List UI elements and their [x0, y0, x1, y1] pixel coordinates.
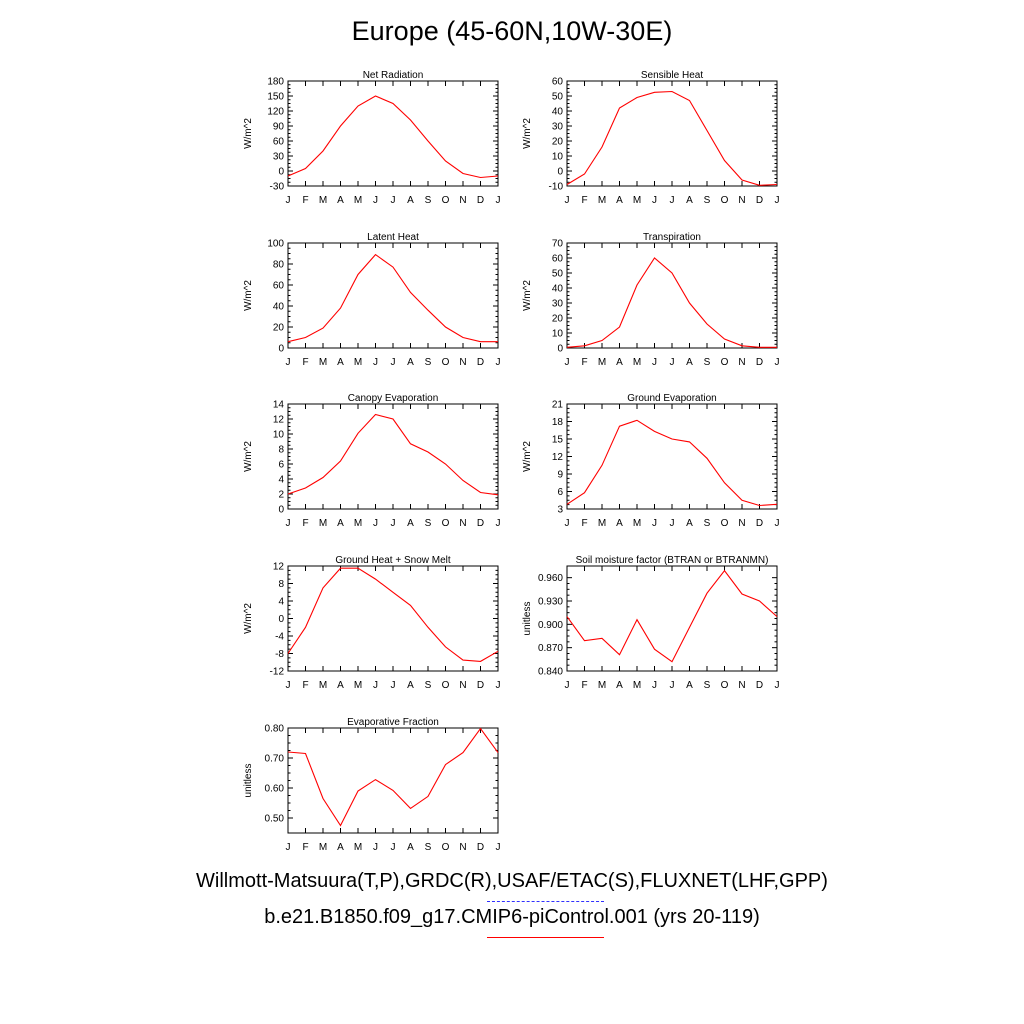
x-tick-label: A	[686, 195, 693, 206]
x-tick-label: M	[318, 842, 328, 853]
x-tick-label: J	[373, 195, 378, 206]
y-tick-label: 8	[278, 579, 284, 590]
x-tick-label: F	[302, 195, 309, 206]
x-tick-label: A	[407, 680, 414, 691]
y-tick-label: 30	[272, 151, 284, 163]
x-tick-label: J	[285, 195, 291, 206]
x-tick-label: N	[738, 680, 746, 691]
series-line	[288, 255, 498, 342]
x-tick-label: N	[459, 357, 467, 368]
y-tick-label: 20	[551, 136, 563, 148]
y-tick-label: 30	[551, 121, 563, 133]
y-tick-label: 14	[272, 399, 284, 411]
x-tick-label: J	[390, 680, 396, 691]
x-tick-label: O	[441, 842, 450, 853]
y-tick-label: 10	[551, 151, 563, 163]
x-tick-label: A	[337, 357, 344, 368]
y-axis-label: W/m^2	[243, 118, 254, 149]
x-tick-label: J	[373, 842, 378, 853]
y-tick-label: 15	[551, 434, 563, 446]
x-tick-label: D	[476, 518, 485, 529]
x-tick-label: A	[407, 357, 414, 368]
x-tick-label: J	[495, 518, 501, 529]
x-tick-label: M	[353, 680, 363, 691]
y-tick-label: 40	[551, 283, 563, 295]
series-line	[288, 415, 498, 495]
y-tick-label: 6	[278, 459, 284, 471]
y-tick-label: 4	[278, 474, 284, 486]
y-tick-label: 8	[278, 444, 284, 456]
series-line	[567, 92, 777, 186]
x-tick-label: O	[441, 357, 450, 368]
x-tick-label: A	[616, 195, 623, 206]
x-tick-label: M	[318, 357, 328, 368]
chart-panel	[522, 70, 780, 206]
y-tick-label: 0.60	[264, 783, 284, 795]
x-tick-label: J	[564, 195, 570, 206]
x-tick-label: J	[652, 680, 657, 691]
page-title: Europe (45-60N,10W-30E)	[351, 16, 673, 46]
x-tick-label: J	[390, 195, 396, 206]
y-tick-label: -8	[275, 649, 284, 660]
x-tick-label: A	[337, 842, 344, 853]
x-tick-label: J	[774, 357, 780, 368]
y-tick-label: 4	[278, 596, 284, 608]
y-tick-label: 0	[278, 504, 284, 516]
x-tick-label: S	[703, 195, 711, 206]
model-legend-text: b.e21.B1850.f09_g17.CMIP6-piControl.001 (yrs 20-119)	[264, 906, 760, 928]
series-line	[567, 258, 777, 347]
x-tick-label: J	[285, 680, 291, 691]
x-tick-label: J	[669, 518, 675, 529]
x-tick-label: M	[597, 680, 607, 691]
y-tick-label: -30	[269, 181, 284, 193]
y-tick-label: 6	[557, 487, 563, 498]
x-tick-label: M	[318, 680, 328, 691]
x-tick-label: N	[738, 357, 746, 368]
y-tick-label: 9	[557, 469, 563, 481]
chart-panel	[522, 232, 780, 368]
plot-frame	[288, 728, 498, 833]
plot-frame	[567, 404, 777, 509]
x-tick-label: O	[720, 195, 729, 206]
chart-panel	[522, 393, 780, 529]
y-tick-label: 0	[278, 343, 284, 355]
x-tick-label: J	[652, 195, 657, 206]
x-tick-label: S	[703, 518, 711, 529]
chart-panel	[522, 555, 780, 691]
x-tick-label: D	[476, 357, 485, 368]
y-tick-label: 100	[267, 238, 284, 250]
x-tick-label: O	[720, 680, 729, 691]
x-tick-label: J	[373, 518, 378, 529]
x-tick-label: J	[669, 680, 675, 691]
x-tick-label: J	[495, 195, 501, 206]
plot-frame	[567, 566, 777, 671]
x-tick-label: N	[459, 518, 467, 529]
y-tick-label: 0.50	[264, 813, 284, 825]
x-tick-label: O	[720, 357, 729, 368]
x-tick-label: M	[353, 842, 363, 853]
y-axis-label: W/m^2	[522, 280, 533, 311]
chart-title: Evaporative Fraction	[347, 717, 439, 728]
x-tick-label: A	[337, 518, 344, 529]
y-tick-label: 0.80	[264, 723, 284, 735]
x-tick-label: M	[632, 357, 642, 368]
y-tick-label: -10	[548, 181, 563, 193]
x-tick-label: J	[774, 518, 780, 529]
x-tick-label: N	[459, 680, 467, 691]
x-tick-label: M	[632, 195, 642, 206]
x-tick-label: M	[597, 357, 607, 368]
x-tick-label: A	[686, 518, 693, 529]
y-axis-label: unitless	[243, 763, 254, 798]
y-tick-label: 20	[551, 313, 563, 325]
x-tick-label: S	[703, 357, 711, 368]
y-tick-label: 50	[551, 268, 563, 280]
x-tick-label: M	[353, 357, 363, 368]
x-tick-label: M	[632, 680, 642, 691]
x-tick-label: J	[495, 357, 501, 368]
x-tick-label: F	[302, 680, 309, 691]
y-tick-label: 2	[278, 489, 284, 501]
series-line	[567, 571, 777, 662]
x-tick-label: A	[686, 357, 693, 368]
y-axis-label: W/m^2	[243, 280, 254, 311]
x-tick-label: F	[302, 357, 309, 368]
x-tick-label: M	[353, 195, 363, 206]
y-tick-label: 50	[551, 91, 563, 103]
x-tick-label: S	[424, 357, 432, 368]
y-tick-label: 0	[278, 614, 284, 625]
y-tick-label: 60	[551, 253, 563, 265]
x-tick-label: J	[373, 357, 378, 368]
x-tick-label: S	[424, 518, 432, 529]
x-tick-label: F	[581, 518, 588, 529]
series-line	[288, 568, 498, 661]
y-tick-label: 10	[551, 328, 563, 340]
x-tick-label: O	[441, 195, 450, 206]
y-tick-label: 21	[551, 399, 563, 411]
x-tick-label: A	[616, 357, 623, 368]
x-tick-label: A	[407, 195, 414, 206]
x-tick-label: J	[669, 357, 675, 368]
x-tick-label: D	[755, 195, 764, 206]
y-tick-label: 30	[551, 298, 563, 310]
y-tick-label: 12	[272, 561, 284, 573]
x-tick-label: S	[424, 842, 432, 853]
y-tick-label: 0.930	[537, 596, 563, 608]
y-tick-label: 18	[551, 417, 563, 428]
x-tick-label: N	[459, 842, 467, 853]
chart-panel	[243, 717, 501, 853]
y-axis-label: W/m^2	[243, 603, 254, 634]
x-tick-label: J	[564, 518, 570, 529]
x-tick-label: A	[407, 518, 414, 529]
x-tick-label: J	[390, 518, 396, 529]
y-tick-label: 180	[267, 76, 284, 88]
y-tick-label: 12	[272, 414, 284, 426]
series-line	[288, 729, 498, 826]
y-tick-label: -4	[275, 631, 284, 643]
x-tick-label: D	[755, 680, 764, 691]
x-tick-label: D	[476, 680, 485, 691]
x-tick-label: J	[390, 357, 396, 368]
y-tick-label: 0.900	[537, 619, 563, 631]
y-tick-label: -12	[269, 666, 284, 678]
chart-title: Ground Heat + Snow Melt	[335, 555, 451, 566]
x-tick-label: O	[441, 518, 450, 529]
y-tick-label: 60	[272, 280, 284, 292]
y-tick-label: 0.870	[537, 643, 563, 655]
y-tick-label: 70	[551, 238, 563, 250]
x-tick-label: A	[616, 680, 623, 691]
x-tick-label: J	[495, 680, 501, 691]
y-axis-label: W/m^2	[243, 441, 254, 472]
y-tick-label: 80	[272, 259, 284, 271]
x-tick-label: A	[337, 195, 344, 206]
plot-frame	[288, 566, 498, 671]
x-tick-label: M	[597, 195, 607, 206]
x-tick-label: S	[703, 680, 711, 691]
x-tick-label: M	[632, 518, 642, 529]
x-tick-label: D	[755, 518, 764, 529]
model-legend-line	[487, 937, 604, 938]
x-tick-label: M	[597, 518, 607, 529]
plot-frame	[288, 81, 498, 186]
y-tick-label: 150	[267, 91, 284, 103]
chart-title: Canopy Evaporation	[347, 393, 439, 404]
y-tick-label: 0.840	[537, 666, 563, 678]
x-tick-label: J	[495, 842, 501, 853]
x-tick-label: F	[302, 842, 309, 853]
x-tick-label: F	[302, 518, 309, 529]
x-tick-label: N	[459, 195, 467, 206]
x-tick-label: O	[441, 680, 450, 691]
y-axis-label: W/m^2	[522, 118, 533, 149]
chart-title: Ground Evaporation	[627, 393, 717, 404]
x-tick-label: S	[424, 680, 432, 691]
y-tick-label: 0	[278, 166, 284, 178]
y-tick-label: 10	[272, 429, 284, 441]
y-tick-label: 40	[272, 301, 284, 313]
y-tick-label: 0.70	[264, 753, 284, 765]
x-tick-label: D	[476, 842, 485, 853]
x-tick-label: N	[738, 195, 746, 206]
y-tick-label: 3	[557, 504, 563, 516]
x-tick-label: M	[318, 195, 328, 206]
x-tick-label: J	[564, 357, 570, 368]
x-tick-label: J	[564, 680, 570, 691]
x-tick-label: N	[738, 518, 746, 529]
x-tick-label: A	[616, 518, 623, 529]
chart-panel	[243, 70, 501, 206]
x-tick-label: D	[755, 357, 764, 368]
y-tick-label: 60	[551, 76, 563, 88]
x-tick-label: A	[407, 842, 414, 853]
x-tick-label: J	[285, 518, 291, 529]
x-tick-label: S	[424, 195, 432, 206]
x-tick-label: J	[652, 357, 657, 368]
chart-title: Latent Heat	[367, 232, 419, 243]
y-tick-label: 0	[557, 343, 563, 355]
y-tick-label: 40	[551, 106, 563, 118]
x-tick-label: M	[353, 518, 363, 529]
y-axis-label: unitless	[522, 601, 533, 636]
series-line	[567, 420, 777, 505]
plot-frame	[288, 243, 498, 348]
x-tick-label: A	[686, 680, 693, 691]
x-tick-label: J	[390, 842, 396, 853]
x-tick-label: M	[318, 518, 328, 529]
x-tick-label: A	[337, 680, 344, 691]
chart-title: Transpiration	[643, 232, 701, 243]
x-tick-label: J	[285, 842, 291, 853]
x-tick-label: J	[774, 195, 780, 206]
y-tick-label: 0.960	[537, 573, 563, 585]
chart-title: Soil moisture factor (BTRAN or BTRANMN)	[575, 555, 769, 566]
x-tick-label: O	[720, 518, 729, 529]
x-tick-label: F	[581, 680, 588, 691]
y-tick-label: 0	[557, 166, 563, 178]
x-tick-label: J	[285, 357, 291, 368]
chart-panel	[243, 393, 501, 529]
x-tick-label: J	[373, 680, 378, 691]
series-line	[288, 96, 498, 178]
y-tick-label: 20	[272, 322, 284, 334]
y-tick-label: 60	[272, 136, 284, 148]
chart-title: Net Radiation	[362, 70, 424, 81]
plot-frame	[567, 81, 777, 186]
x-tick-label: J	[774, 680, 780, 691]
y-tick-label: 120	[267, 106, 284, 118]
y-axis-label: W/m^2	[522, 441, 533, 472]
x-tick-label: J	[652, 518, 657, 529]
plot-frame	[567, 243, 777, 348]
observations-legend-line	[487, 901, 604, 902]
y-tick-label: 90	[272, 121, 284, 133]
y-tick-label: 12	[551, 452, 563, 463]
x-tick-label: F	[581, 195, 588, 206]
observations-legend-text: Willmott-Matsuura(T,P),GRDC(R),USAF/ETAC(S),FLUXNET(LHF,GPP)	[196, 870, 828, 892]
chart-panel	[243, 232, 501, 368]
x-tick-label: F	[581, 357, 588, 368]
chart-title: Sensible Heat	[640, 70, 704, 81]
chart-panel	[243, 555, 501, 691]
x-tick-label: J	[669, 195, 675, 206]
x-tick-label: D	[476, 195, 485, 206]
